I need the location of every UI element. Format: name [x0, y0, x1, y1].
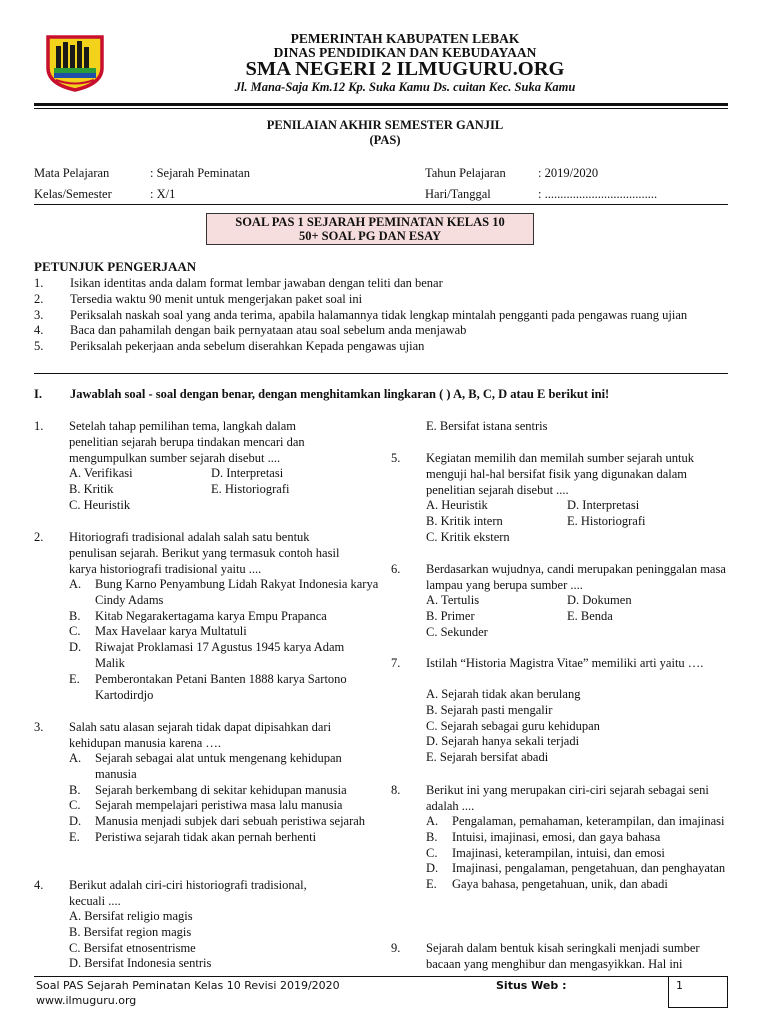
option[interactable]: E. Peristiwa sejarah tidak akan pernah berhenti: [69, 829, 317, 844]
day-label: Hari/Tanggal: [425, 187, 491, 201]
option[interactable]: D. Imajinasi, pengalaman, pengetahuan, dan penghayatan: [426, 861, 726, 876]
question-stem: Kegiatan memilih dan memilah sumber sejarah untuk menguji hal-hal bersifat fisik yang digunakan dalam penelitian sejarah disebut ....: [426, 451, 694, 497]
instruction-item: 4. Baca dan pahamilah dengan baik pernyataan atau soal sebelum anda menjawab: [34, 323, 467, 338]
option[interactable]: C. Heuristik: [69, 497, 131, 512]
question-number: 5.: [391, 451, 401, 465]
footer-doc-title-prefix: Soal PAS: [36, 979, 84, 992]
subject-label: Mata Pelajaran: [34, 166, 110, 180]
option[interactable]: D. Manusia menjadi subjek dari sebuah peristiwa sejarah: [69, 814, 366, 829]
school-address: Jl. Mana-Saja Km.12 Kp. Suka Kamu Ds. cuitan Kec. Suka Kamu: [234, 80, 576, 94]
section-roman: I.: [34, 387, 42, 401]
school-name: SMA NEGERI 2 ILMUGURU.ORG: [245, 58, 565, 80]
option[interactable]: C. Imajinasi, keterampilan, intuisi, dan emosi: [426, 845, 665, 860]
footer-website[interactable]: www.ilmuguru.org: [36, 994, 137, 1007]
banner-line-1: SOAL PAS 1 SEJARAH PEMINATAN KELAS 10: [235, 215, 505, 229]
question-stem: Berikut ini yang merupakan ciri-ciri sejarah sebagai seni adalah ....: [426, 783, 709, 813]
option[interactable]: A. Pengalaman, pemahaman, keterampilan, dan imajinasi: [426, 814, 725, 828]
question-number: 7.: [391, 656, 401, 670]
instruction-item: 1. Isikan identitas anda dalam format lembar jawaban dengan teliti dan benar: [34, 276, 443, 290]
section-instruction: Jawablah soal - soal dengan benar, dengan menghitamkan lingkaran ( ) A, B, C, D atau E berikut ini!: [70, 387, 610, 401]
question-number: 1.: [34, 419, 44, 433]
school-logo: [44, 34, 106, 92]
question-number: 6.: [391, 562, 401, 576]
options: [69, 751, 379, 846]
question-stem: Istilah “Historia Magistra Vitae” memiliki arti yaitu ….: [426, 656, 704, 670]
option[interactable]: C. Kritik ekstern: [426, 529, 510, 544]
question-stem: Berikut adalah ciri-ciri historiografi tradisional, kecuali ....: [69, 878, 307, 908]
question-number: 3.: [34, 720, 44, 734]
class-value: : X/1: [150, 187, 176, 201]
option[interactable]: C. Sekunder: [426, 624, 488, 639]
option[interactable]: D. Dokumen: [567, 593, 632, 607]
footer-page-number: 1: [676, 979, 683, 992]
option[interactable]: E. Gaya bahasa, pengetahuan, unik, dan abadi: [426, 877, 668, 892]
option[interactable]: E. Pemberontakan Petani Banten 1888 karya Sartono Kartodirdjo: [69, 671, 347, 702]
option[interactable]: C. Sejarah sebagai guru kehidupan: [426, 718, 600, 733]
question-number: 9.: [391, 941, 401, 955]
option[interactable]: C. Max Havelaar karya Multatuli: [69, 624, 247, 639]
title-banner: [206, 213, 534, 245]
option[interactable]: A. Bung Karno Penyambung Lidah Rakyat Indonesia karya Cindy Adams: [69, 577, 379, 607]
footer-doc-title-rest: Sejarah Peminatan Kelas 10 Revisi 2019/2020: [86, 979, 340, 992]
question-number: 4.: [34, 878, 44, 892]
banner-line-2: 50+ SOAL PG DAN ESAY: [298, 229, 442, 243]
option[interactable]: E. Historiografi: [567, 513, 646, 528]
option[interactable]: B. Kitab Negarakertagama karya Empu Prapanca: [69, 608, 327, 623]
instruction-item: 5. Periksalah pekerjaan anda sebelum diserahkan Kepada pengawas ujian: [34, 339, 425, 354]
option[interactable]: A. Bersifat religio magis: [69, 909, 193, 923]
option[interactable]: D. Bersifat Indonesia sentris: [69, 956, 212, 971]
subject-value: : Sejarah Peminatan: [150, 166, 250, 180]
day-value: : ....................................: [538, 187, 658, 201]
question-stem: Setelah tahap pemilihan tema, langkah dalam penelitian sejarah berupa tindakan mencari dan mengumpulkan sumber sejarah disebut ....: [69, 419, 305, 465]
options: [69, 577, 379, 703]
question-stem: Berdasarkan wujudnya, candi merupakan peninggalan masa lampau yang berupa sumber ....: [426, 562, 726, 592]
instructions-list: [34, 276, 724, 355]
options: [426, 498, 645, 545]
footer-doc-title: [36, 979, 340, 992]
option[interactable]: E. Bersifat istana sentris: [426, 419, 548, 433]
option[interactable]: B. Primer: [426, 608, 475, 623]
question-stem: Sejarah dalam bentuk kisah seringkali menjadi sumber bacaan yang menghibur dan mengasyikkan. Hal ini: [426, 941, 700, 971]
option[interactable]: A. Tertulis: [426, 593, 480, 607]
footer-divider: [34, 976, 728, 977]
year-label: Tahun Pelajaran: [425, 166, 506, 180]
dept-name: DINAS PENDIDIKAN DAN KEBUDAYAAN: [273, 45, 537, 60]
option[interactable]: D. Interpretasi: [211, 466, 284, 480]
options: [69, 466, 289, 513]
exam-subtitle: (PAS): [369, 133, 401, 147]
option[interactable]: A. Sejarah tidak akan berulang: [426, 687, 581, 701]
header-divider-thin: [34, 108, 728, 109]
header-divider-thick: [34, 103, 728, 106]
option[interactable]: B. Bersifat region magis: [69, 924, 192, 939]
option[interactable]: B. Kritik: [69, 481, 114, 496]
option[interactable]: E. Historiografi: [211, 481, 290, 496]
options: [426, 593, 632, 640]
gov-name: PEMERINTAH KABUPATEN LEBAK: [290, 31, 520, 46]
option[interactable]: B. Intuisi, imajinasi, emosi, dan gaya bahasa: [426, 829, 661, 844]
question-stem: Salah satu alasan sejarah tidak dapat dipisahkan dari kehidupan manusia karena ….: [69, 720, 332, 750]
instruction-item: 2. Tersedia waktu 90 menit untuk mengerjakan paket soal ini: [34, 291, 363, 306]
question-number: 8.: [391, 783, 401, 797]
option[interactable]: C. Sejarah mempelajari peristiwa masa lalu manusia: [69, 798, 343, 813]
question-stem: Hitoriografi tradisional adalah salah satu bentuk penulisan sejarah. Berikut yang termasuk contoh hasil karya historiografi tradisional yaitu ....: [69, 530, 340, 576]
option[interactable]: A. Heuristik: [426, 498, 488, 512]
option[interactable]: E. Benda: [567, 608, 613, 623]
option[interactable]: B. Sejarah berkembang di sekitar kehidupan manusia: [69, 782, 347, 797]
option[interactable]: D. Riwajat Proklamasi 17 Agustus 1945 karya Adam Malik: [69, 640, 345, 670]
question-number: 2.: [34, 530, 44, 544]
class-label: Kelas/Semester: [34, 187, 112, 201]
instructions-divider: [34, 373, 728, 374]
option[interactable]: A. Sejarah sebagai alat untuk mengenang kehidupan manusia: [69, 751, 342, 781]
meta-divider: [34, 204, 728, 205]
option[interactable]: B. Sejarah pasti mengalir: [426, 702, 553, 717]
option[interactable]: E. Sejarah bersifat abadi: [426, 750, 549, 765]
year-value: : 2019/2020: [538, 166, 599, 180]
exam-title: PENILAIAN AKHIR SEMESTER GANJIL: [266, 118, 504, 132]
option[interactable]: D. Sejarah hanya sekali terjadi: [426, 734, 580, 749]
option[interactable]: A. Verifikasi: [69, 466, 133, 480]
option[interactable]: B. Kritik intern: [426, 513, 503, 528]
options: [426, 814, 726, 893]
option[interactable]: D. Interpretasi: [567, 498, 640, 512]
options: [69, 909, 211, 972]
option[interactable]: C. Bersifat etnosentrisme: [69, 940, 196, 955]
instruction-item: 3. Periksalah naskah soal yang anda terima, apabila halamannya tidak lengkap mintalah pengganti pada pengawas ruang ujian: [34, 307, 688, 322]
options: [426, 687, 600, 766]
footer-situs-label: Situs Web :: [496, 979, 567, 992]
instructions-heading: PETUNJUK PENGERJAAN: [34, 259, 197, 274]
